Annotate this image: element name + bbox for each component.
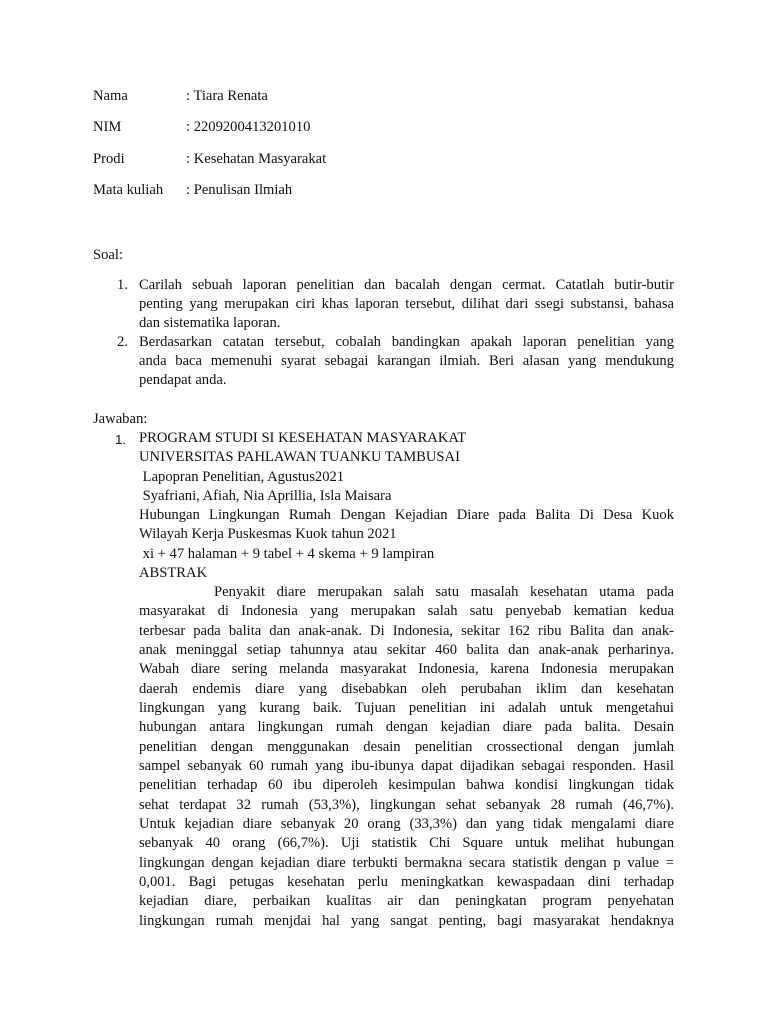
soal-line: penting yang merupakan ciri khas laporan tersebut, dilihat dari ssegi substansi, bahasa: [139, 296, 674, 312]
abstract-line: lingkungan yang kurang baik. Tujuan penelitian ini adalah untuk mengetahui: [139, 700, 674, 716]
abstract-line: Wabah diare sering melanda masyarakat Indonesia, karena Indonesia merupakan: [139, 661, 674, 677]
program-name: PROGRAM STUDI SI KESEHATAN MASYARAKAT: [139, 430, 467, 446]
info-row-nim: [93, 118, 310, 137]
abstract-line: masyarakat di Indonesia yang merupakan salah satu penyebab kematian kedua: [139, 603, 674, 619]
info-value: : Kesehatan Masyarakat: [186, 151, 327, 167]
report-title-line: Wilayah Kerja Puskesmas Kuok tahun 2021: [139, 526, 397, 542]
abstract-line: sehat terdapat 32 rumah (53,3%), lingkungan sehat sebanyak 28 rumah (46,7%).: [139, 797, 674, 813]
soal-line: anda baca memenuhi syarat sebagai karangan ilmiah. Beri alasan yang mendukung: [139, 353, 674, 369]
info-value: : 2209200413201010: [186, 119, 311, 135]
soal-line: Carilah sebuah laporan penelitian dan bacalah dengan cermat. Catatlah butir-butir: [139, 277, 674, 293]
abstract-line: sebanyak 40 orang (66,7%). Uji statistik Chi Square untuk melihat hubungan: [139, 835, 674, 851]
abstract-line: terbesar pada balita dan anak-anak. Di Indonesia, sekitar 162 ribu Balita dan anak-: [139, 623, 674, 639]
abstract-line: sampel sebanyak 60 rumah yang ibu-ibunya dapat dijadikan sebagai responden. Hasil: [139, 758, 674, 774]
info-label: Nama: [93, 88, 128, 104]
page-count: xi + 47 halaman + 9 tabel + 4 skema + 9 lampiran: [139, 546, 435, 562]
jawaban-heading: Jawaban:: [93, 411, 148, 427]
info-label: Prodi: [93, 151, 125, 167]
info-value: : Penulisan Ilmiah: [186, 182, 293, 198]
authors: Syafriani, Afiah, Nia Aprillia, Isla Maisara: [139, 488, 392, 504]
info-label: NIM: [93, 119, 122, 135]
report-date: Lapopran Penelitian, Agustus2021: [139, 469, 345, 485]
abstract-heading: ABSTRAK: [139, 565, 208, 581]
abstract-line: penelitian terhadap 60 ibu diperoleh kesimpulan bahwa kondisi lingkungan tidak: [139, 777, 674, 793]
abstract-line: 0,001. Bagi petugas kesehatan perlu meningkatkan kewaspadaan dini terhadap: [139, 874, 674, 890]
list-number: 1.: [115, 432, 126, 447]
info-row-nama: [93, 87, 268, 106]
abstract-line: kejadian diare, perbaikan kualitas air dan peningkatan program penyehatan: [139, 893, 674, 909]
soal-heading: Soal:: [93, 247, 123, 263]
info-row-mata-kuliah: [93, 181, 292, 200]
abstract-line: hubungan antara lingkungan rumah dengan kejadian diare pada balita. Desain: [139, 719, 674, 735]
soal-line: dan sistematika laporan.: [139, 315, 281, 331]
abstract-line: Untuk kejadian diare sebanyak 20 orang (33,3%) dan yang tidak mengalami diare: [139, 816, 674, 832]
info-label: Mata kuliah: [93, 182, 164, 198]
abstract-line: anak meninggal setiap tahunnya atau sekitar 460 balita dan anak-anak perharinya.: [139, 642, 674, 658]
abstract-line: lingkungan dengan kejadian diare terbukti bermakna secara statistik dengan p value =: [139, 855, 674, 871]
soal-line: Berdasarkan catatan tersebut, cobalah bandingkan apakah laporan penelitian yang: [139, 334, 674, 350]
soal-line: pendapat anda.: [139, 372, 227, 388]
abstract-line: lingkungan rumah menjdai hal yang sangat penting, bagi masyarakat hendaknya: [139, 913, 674, 929]
list-number: 1.: [117, 277, 128, 293]
abstract-line: penelitian dengan menggunakan desain penelitian crossectional dengan jumlah: [139, 739, 674, 755]
list-number: 2.: [117, 334, 128, 350]
abstract-line: daerah endemis diare yang disebabkan oleh perubahan iklim dan kesehatan: [139, 681, 674, 697]
info-row-prodi: [93, 150, 326, 169]
abstract-line: Penyakit diare merupakan salah satu masalah kesehatan utama pada: [214, 584, 674, 600]
info-value: : Tiara Renata: [186, 88, 268, 104]
report-title-line: Hubungan Lingkungan Rumah Dengan Kejadian Diare pada Balita Di Desa Kuok: [139, 507, 674, 523]
university-name: UNIVERSITAS PAHLAWAN TUANKU TAMBUSAI: [139, 449, 460, 465]
